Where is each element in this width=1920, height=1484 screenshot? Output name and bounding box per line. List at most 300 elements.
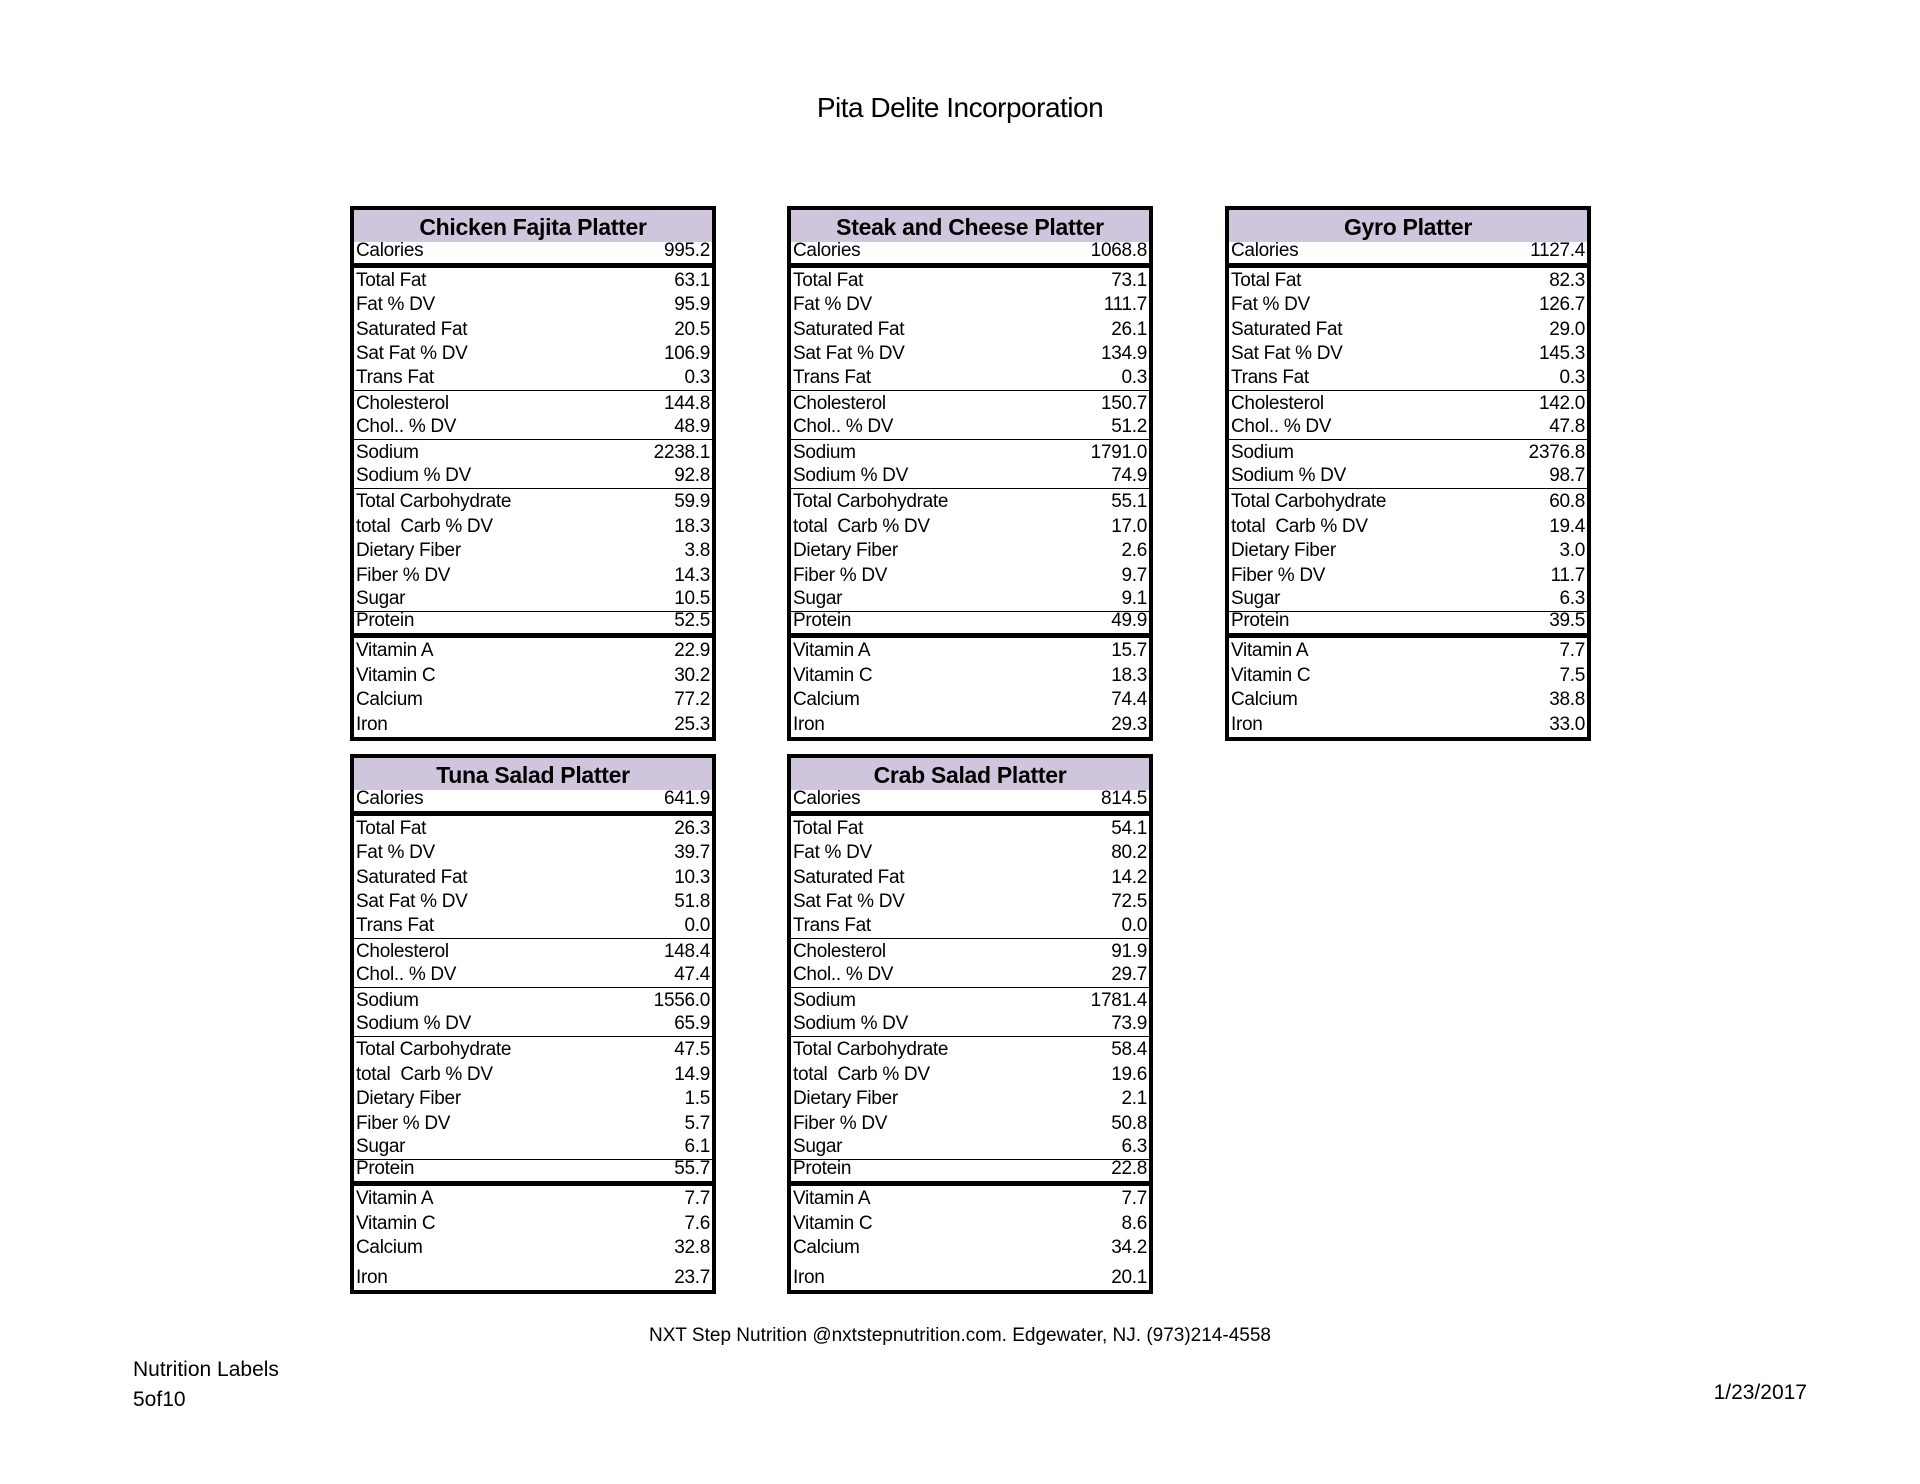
nutrient-label: Calcium	[793, 1237, 860, 1259]
nutrient-row	[354, 489, 712, 514]
nutrient-value: 33.0	[1549, 713, 1585, 735]
nutrient-label: Iron	[1231, 713, 1263, 735]
nutrient-label: Sugar	[1231, 588, 1281, 610]
nutrient-value: 1556.0	[653, 989, 710, 1011]
nutrient-label: Protein	[793, 1158, 852, 1180]
nutrient-row	[791, 391, 1149, 416]
nutrient-row	[354, 391, 712, 416]
nutrient-value: 10.3	[674, 866, 710, 888]
nutrient-row	[791, 440, 1149, 465]
nutrient-value: 25.3	[674, 713, 710, 735]
nutrient-row	[354, 816, 712, 841]
nutrient-label: Sodium	[793, 989, 856, 1011]
nutrient-label: Trans Fat	[356, 914, 434, 936]
nutrition-rows	[354, 790, 712, 1290]
nutrient-label: Protein	[356, 610, 415, 632]
nutrient-value: 7.7	[1559, 639, 1585, 661]
nutrient-label: Cholesterol	[356, 940, 449, 962]
nutrient-row	[354, 514, 712, 539]
nutrient-label: Saturated Fat	[356, 866, 468, 888]
nutrient-label: Total Carbohydrate	[793, 1038, 949, 1060]
nutrient-label: Vitamin C	[356, 1212, 436, 1234]
nutrient-row	[791, 366, 1149, 391]
nutrient-label: Sodium	[356, 441, 419, 463]
nutrient-row	[354, 663, 712, 688]
nutrient-row	[791, 841, 1149, 866]
nutrient-value: 29.7	[1111, 964, 1147, 986]
nutrient-row	[1229, 440, 1587, 465]
nutrient-value: 14.3	[674, 564, 710, 586]
panel-title: Crab Salad Platter	[791, 758, 1149, 790]
nutrient-row	[354, 366, 712, 391]
nutrient-label: Sugar	[356, 1136, 406, 1158]
nutrient-value: 73.1	[1111, 269, 1147, 291]
nutrient-row	[354, 612, 712, 638]
nutrient-row	[1229, 416, 1587, 441]
nutrient-row	[354, 1062, 712, 1087]
nutrient-value: 74.4	[1111, 689, 1147, 711]
nutrient-value: 51.2	[1111, 416, 1147, 438]
nutrient-value: 0.3	[684, 366, 710, 388]
nutrient-label: Sodium % DV	[793, 1013, 908, 1035]
nutrient-label: Calories	[356, 240, 424, 261]
nutrient-label: Protein	[793, 610, 852, 632]
nutrient-row	[791, 612, 1149, 638]
nutrient-row	[791, 342, 1149, 367]
nutrient-label: Saturated Fat	[356, 318, 468, 340]
nutrient-label: Iron	[793, 713, 825, 735]
nutrient-label: Fat % DV	[793, 294, 872, 316]
nutrient-label: Sodium % DV	[1231, 465, 1346, 487]
nutrient-row	[791, 1013, 1149, 1038]
nutrient-label: Calcium	[793, 689, 860, 711]
nutrient-value: 47.5	[674, 1038, 710, 1060]
nutrient-row	[1229, 514, 1587, 539]
nutrient-row	[791, 1111, 1149, 1136]
nutrient-label: Sat Fat % DV	[356, 891, 468, 913]
nutrient-row	[791, 1062, 1149, 1087]
nutrient-row	[1229, 366, 1587, 391]
nutrient-label: Vitamin C	[793, 664, 873, 686]
nutrient-row	[354, 465, 712, 490]
nutrient-value: 995.2	[663, 240, 710, 261]
nutrient-row	[354, 539, 712, 564]
nutrient-label: Saturated Fat	[793, 866, 905, 888]
nutrient-value: 63.1	[674, 269, 710, 291]
nutrient-row	[791, 1236, 1149, 1261]
nutrient-value: 14.9	[674, 1063, 710, 1085]
nutrient-value: 18.3	[1111, 664, 1147, 686]
nutrient-label: Calories	[793, 788, 861, 809]
nutrient-value: 2238.1	[653, 441, 710, 463]
nutrient-value: 126.7	[1538, 294, 1585, 316]
nutrient-label: Dietary Fiber	[1231, 540, 1336, 562]
nutrient-label: Sat Fat % DV	[793, 891, 905, 913]
footer-page-number: 5of10	[133, 1388, 186, 1411]
nutrient-label: Iron	[356, 713, 388, 735]
nutrient-row	[1229, 688, 1587, 713]
nutrient-value: 3.8	[684, 540, 710, 562]
nutrient-value: 47.8	[1549, 416, 1585, 438]
nutrient-row	[354, 712, 712, 737]
nutrient-value: 2.6	[1121, 540, 1147, 562]
nutrient-label: Chol.. % DV	[356, 964, 457, 986]
nutrient-value: 95.9	[674, 294, 710, 316]
nutrient-value: 6.3	[1121, 1136, 1147, 1158]
nutrient-row	[791, 1037, 1149, 1062]
nutrient-row	[791, 890, 1149, 915]
nutrient-value: 91.9	[1111, 940, 1147, 962]
nutrient-label: Total Fat	[793, 817, 864, 839]
nutrient-row	[1229, 465, 1587, 490]
nutrient-value: 641.9	[663, 788, 710, 809]
nutrient-label: Chol.. % DV	[793, 416, 894, 438]
nutrition-rows	[791, 242, 1149, 737]
nutrient-label: Calories	[793, 240, 861, 261]
nutrient-value: 8.6	[1121, 1212, 1147, 1234]
nutrient-label: Sodium	[793, 441, 856, 463]
nutrient-label: total Carb % DV	[1231, 515, 1368, 537]
nutrient-row	[1229, 663, 1587, 688]
nutrient-row	[354, 1260, 712, 1290]
nutrient-row	[354, 1013, 712, 1038]
nutrient-value: 3.0	[1559, 540, 1585, 562]
nutrient-value: 145.3	[1538, 343, 1585, 365]
nutrient-value: 111.7	[1103, 294, 1147, 316]
nutrient-value: 20.5	[674, 318, 710, 340]
nutrient-value: 77.2	[674, 689, 710, 711]
nutrient-value: 39.7	[674, 842, 710, 864]
panel-title: Steak and Cheese Platter	[791, 210, 1149, 242]
nutrient-label: Total Carbohydrate	[1231, 490, 1387, 512]
nutrient-label: Sugar	[793, 1136, 843, 1158]
nutrient-row	[791, 712, 1149, 737]
nutrient-label: Calcium	[1231, 689, 1298, 711]
footer-date: 1/23/2017	[1713, 1381, 1807, 1404]
nutrient-label: Total Carbohydrate	[356, 1038, 512, 1060]
nutrient-row	[354, 939, 712, 964]
nutrient-value: 47.4	[674, 964, 710, 986]
nutrient-value: 17.0	[1111, 515, 1147, 537]
nutrient-label: Iron	[356, 1267, 388, 1289]
nutrient-value: 1.5	[684, 1088, 710, 1110]
footer-left	[133, 1355, 279, 1415]
nutrient-row	[791, 988, 1149, 1013]
nutrient-label: Vitamin C	[1231, 664, 1311, 686]
nutrient-row	[791, 688, 1149, 713]
nutrient-value: 10.5	[674, 588, 710, 610]
nutrient-row	[1229, 342, 1587, 367]
nutrient-value: 20.1	[1111, 1267, 1147, 1289]
nutrient-label: Cholesterol	[793, 392, 886, 414]
nutrient-label: Vitamin A	[793, 639, 871, 661]
nutrient-label: Fiber % DV	[356, 564, 451, 586]
nutrient-label: Total Carbohydrate	[356, 490, 512, 512]
nutrient-value: 142.0	[1538, 392, 1585, 414]
nutrient-label: Sodium % DV	[356, 1013, 471, 1035]
nutrient-label: Sat Fat % DV	[356, 343, 468, 365]
nutrient-label: Total Carbohydrate	[793, 490, 949, 512]
nutrient-value: 5.7	[684, 1112, 710, 1134]
nutrient-label: total Carb % DV	[356, 515, 493, 537]
nutrient-row	[791, 465, 1149, 490]
nutrient-value: 9.7	[1121, 564, 1147, 586]
nutrient-row	[791, 638, 1149, 663]
nutrient-row	[354, 790, 712, 816]
nutrient-label: Vitamin A	[356, 1187, 434, 1209]
nutrient-row	[354, 1186, 712, 1211]
nutrient-label: Total Fat	[793, 269, 864, 291]
nutrient-value: 1781.4	[1090, 989, 1147, 1011]
nutrient-row	[354, 841, 712, 866]
nutrient-value: 0.3	[1121, 366, 1147, 388]
nutrient-value: 1127.4	[1530, 240, 1585, 261]
nutrient-row	[354, 914, 712, 939]
nutrient-value: 148.4	[663, 940, 710, 962]
nutrient-value: 7.7	[1121, 1187, 1147, 1209]
panel-title: Chicken Fajita Platter	[354, 210, 712, 242]
nutrient-value: 52.5	[674, 610, 710, 632]
nutrient-value: 2376.8	[1528, 441, 1585, 463]
nutrient-row	[791, 563, 1149, 588]
nutrient-value: 7.6	[684, 1212, 710, 1234]
nutrient-value: 1791.0	[1090, 441, 1147, 463]
nutrient-label: Fiber % DV	[1231, 564, 1326, 586]
nutrient-label: Protein	[1231, 610, 1290, 632]
nutrient-label: Calories	[356, 788, 424, 809]
nutrient-row	[354, 563, 712, 588]
nutrient-row	[791, 1186, 1149, 1211]
nutrient-row	[354, 293, 712, 318]
nutrient-value: 0.0	[684, 914, 710, 936]
nutrition-rows	[354, 242, 712, 737]
nutrient-value: 22.8	[1111, 1158, 1147, 1180]
nutrient-value: 19.6	[1111, 1063, 1147, 1085]
nutrient-row	[791, 293, 1149, 318]
nutrient-row	[791, 268, 1149, 293]
nutrient-row	[791, 865, 1149, 890]
nutrient-label: Fat % DV	[356, 294, 435, 316]
nutrient-label: Chol.. % DV	[1231, 416, 1332, 438]
nutrient-value: 26.1	[1111, 318, 1147, 340]
nutrient-value: 58.4	[1111, 1038, 1147, 1060]
nutrient-label: Total Fat	[1231, 269, 1302, 291]
nutrient-label: total Carb % DV	[793, 515, 930, 537]
nutrient-label: Total Fat	[356, 269, 427, 291]
nutrient-label: Dietary Fiber	[356, 540, 461, 562]
nutrient-value: 51.8	[674, 891, 710, 913]
nutrient-label: Trans Fat	[793, 914, 871, 936]
nutrient-row	[1229, 563, 1587, 588]
nutrient-label: Iron	[793, 1267, 825, 1289]
nutrient-row	[791, 663, 1149, 688]
nutrient-value: 22.9	[674, 639, 710, 661]
nutrient-value: 54.1	[1111, 817, 1147, 839]
nutrient-label: Sat Fat % DV	[1231, 343, 1343, 365]
footer-contact: NXT Step Nutrition @nxtstepnutrition.com. Edgewater, NJ. (973)214-4558	[649, 1325, 1271, 1346]
nutrient-row	[354, 638, 712, 663]
nutrient-label: Protein	[356, 1158, 415, 1180]
nutrient-value: 26.3	[674, 817, 710, 839]
nutrient-row	[354, 1236, 712, 1261]
nutrient-value: 38.8	[1549, 689, 1585, 711]
nutrient-value: 0.0	[1121, 914, 1147, 936]
nutrient-label: Cholesterol	[793, 940, 886, 962]
nutrient-value: 92.8	[674, 465, 710, 487]
nutrient-value: 134.9	[1100, 343, 1147, 365]
nutrient-row	[791, 964, 1149, 989]
nutrition-panel-chicken-fajita	[350, 206, 716, 741]
nutrition-rows	[1229, 242, 1587, 737]
nutrient-row	[791, 1260, 1149, 1290]
nutrient-value: 18.3	[674, 515, 710, 537]
nutrition-panel-steak-and-cheese	[787, 206, 1153, 741]
nutrient-value: 6.3	[1559, 588, 1585, 610]
nutrient-value: 6.1	[684, 1136, 710, 1158]
nutrient-row	[354, 890, 712, 915]
nutrient-value: 65.9	[674, 1013, 710, 1035]
nutrient-value: 0.3	[1559, 366, 1585, 388]
panel-title: Tuna Salad Platter	[354, 758, 712, 790]
nutrient-value: 72.5	[1111, 891, 1147, 913]
nutrient-label: Trans Fat	[793, 366, 871, 388]
nutrient-row	[791, 816, 1149, 841]
nutrient-label: Sat Fat % DV	[793, 343, 905, 365]
nutrient-value: 29.3	[1111, 713, 1147, 735]
nutrient-label: Fat % DV	[356, 842, 435, 864]
nutrition-rows	[791, 790, 1149, 1290]
nutrient-label: Saturated Fat	[1231, 318, 1343, 340]
nutrient-row	[1229, 489, 1587, 514]
nutrient-label: Vitamin A	[356, 639, 434, 661]
nutrition-panel-gyro	[1225, 206, 1591, 741]
nutrient-label: Sodium	[356, 989, 419, 1011]
nutrient-label: Trans Fat	[356, 366, 434, 388]
nutrient-row	[1229, 293, 1587, 318]
nutrient-value: 23.7	[674, 1267, 710, 1289]
nutrient-value: 1068.8	[1090, 240, 1147, 261]
nutrient-label: total Carb % DV	[793, 1063, 930, 1085]
nutrient-row	[354, 317, 712, 342]
page-title: Pita Delite Incorporation	[816, 92, 1104, 123]
nutrient-row	[354, 988, 712, 1013]
nutrient-label: Chol.. % DV	[793, 964, 894, 986]
nutrient-label: Calcium	[356, 689, 423, 711]
nutrient-label: Vitamin C	[793, 1212, 873, 1234]
nutrient-value: 50.8	[1111, 1112, 1147, 1134]
nutrient-label: Cholesterol	[1231, 392, 1324, 414]
footer-section-label: Nutrition Labels	[133, 1358, 279, 1381]
nutrient-value: 19.4	[1549, 515, 1585, 537]
nutrition-panel-crab-salad	[787, 754, 1153, 1294]
nutrient-value: 150.7	[1100, 392, 1147, 414]
nutrient-label: Vitamin A	[793, 1187, 871, 1209]
nutrient-value: 39.5	[1549, 610, 1585, 632]
nutrient-value: 48.9	[674, 416, 710, 438]
nutrient-value: 2.1	[1121, 1088, 1147, 1110]
nutrient-row	[354, 865, 712, 890]
nutrient-value: 29.0	[1549, 318, 1585, 340]
nutrient-row	[1229, 391, 1587, 416]
nutrient-value: 814.5	[1100, 788, 1147, 809]
nutrient-value: 82.3	[1549, 269, 1585, 291]
nutrient-row	[1229, 242, 1587, 268]
nutrient-value: 32.8	[674, 1237, 710, 1259]
nutrient-value: 11.7	[1550, 564, 1585, 586]
nutrient-value: 14.2	[1111, 866, 1147, 888]
nutrient-value: 60.8	[1549, 490, 1585, 512]
nutrient-label: Cholesterol	[356, 392, 449, 414]
nutrient-value: 106.9	[663, 343, 710, 365]
nutrient-label: Fiber % DV	[793, 1112, 888, 1134]
nutrient-row	[354, 1160, 712, 1186]
nutrient-value: 55.1	[1111, 490, 1147, 512]
nutrient-label: Dietary Fiber	[356, 1088, 461, 1110]
nutrient-value: 34.2	[1111, 1237, 1147, 1259]
nutrient-value: 74.9	[1111, 465, 1147, 487]
nutrient-row	[791, 489, 1149, 514]
nutrient-row	[354, 1111, 712, 1136]
nutrient-value: 9.1	[1121, 588, 1147, 610]
nutrient-row	[354, 342, 712, 367]
nutrient-label: total Carb % DV	[356, 1063, 493, 1085]
nutrient-row	[791, 914, 1149, 939]
nutrient-row	[791, 1087, 1149, 1112]
nutrient-row	[354, 1211, 712, 1236]
nutrient-row	[791, 242, 1149, 268]
nutrient-row	[354, 688, 712, 713]
nutrition-panel-tuna-salad	[350, 754, 716, 1294]
nutrient-value: 15.7	[1111, 639, 1147, 661]
nutrient-row	[791, 416, 1149, 441]
nutrient-label: Calories	[1231, 240, 1299, 261]
nutrient-value: 59.9	[674, 490, 710, 512]
nutrient-value: 49.9	[1111, 610, 1147, 632]
nutrient-row	[1229, 638, 1587, 663]
nutrient-row	[354, 964, 712, 989]
nutrient-row	[791, 790, 1149, 816]
nutrient-label: Sugar	[793, 588, 843, 610]
nutrient-row	[791, 1211, 1149, 1236]
nutrient-label: Sodium % DV	[793, 465, 908, 487]
nutrient-row	[1229, 317, 1587, 342]
nutrient-label: Fiber % DV	[793, 564, 888, 586]
nutrient-label: Chol.. % DV	[356, 416, 457, 438]
nutrient-label: Dietary Fiber	[793, 1088, 898, 1110]
nutrient-row	[1229, 539, 1587, 564]
nutrient-label: Fiber % DV	[356, 1112, 451, 1134]
nutrient-value: 144.8	[663, 392, 710, 414]
nutrient-value: 7.5	[1559, 664, 1585, 686]
nutrient-row	[1229, 268, 1587, 293]
nutrient-label: Fat % DV	[793, 842, 872, 864]
nutrient-value: 7.7	[684, 1187, 710, 1209]
nutrient-row	[791, 1160, 1149, 1186]
nutrient-label: Vitamin C	[356, 664, 436, 686]
nutrient-value: 73.9	[1111, 1013, 1147, 1035]
nutrient-label: Calcium	[356, 1237, 423, 1259]
nutrient-value: 55.7	[674, 1158, 710, 1180]
nutrient-row	[791, 514, 1149, 539]
nutrient-row	[354, 416, 712, 441]
nutrient-row	[791, 539, 1149, 564]
nutrient-label: Sodium	[1231, 441, 1294, 463]
nutrient-row	[354, 242, 712, 268]
nutrient-label: Saturated Fat	[793, 318, 905, 340]
nutrient-label: Total Fat	[356, 817, 427, 839]
nutrient-value: 98.7	[1549, 465, 1585, 487]
nutrient-row	[354, 268, 712, 293]
